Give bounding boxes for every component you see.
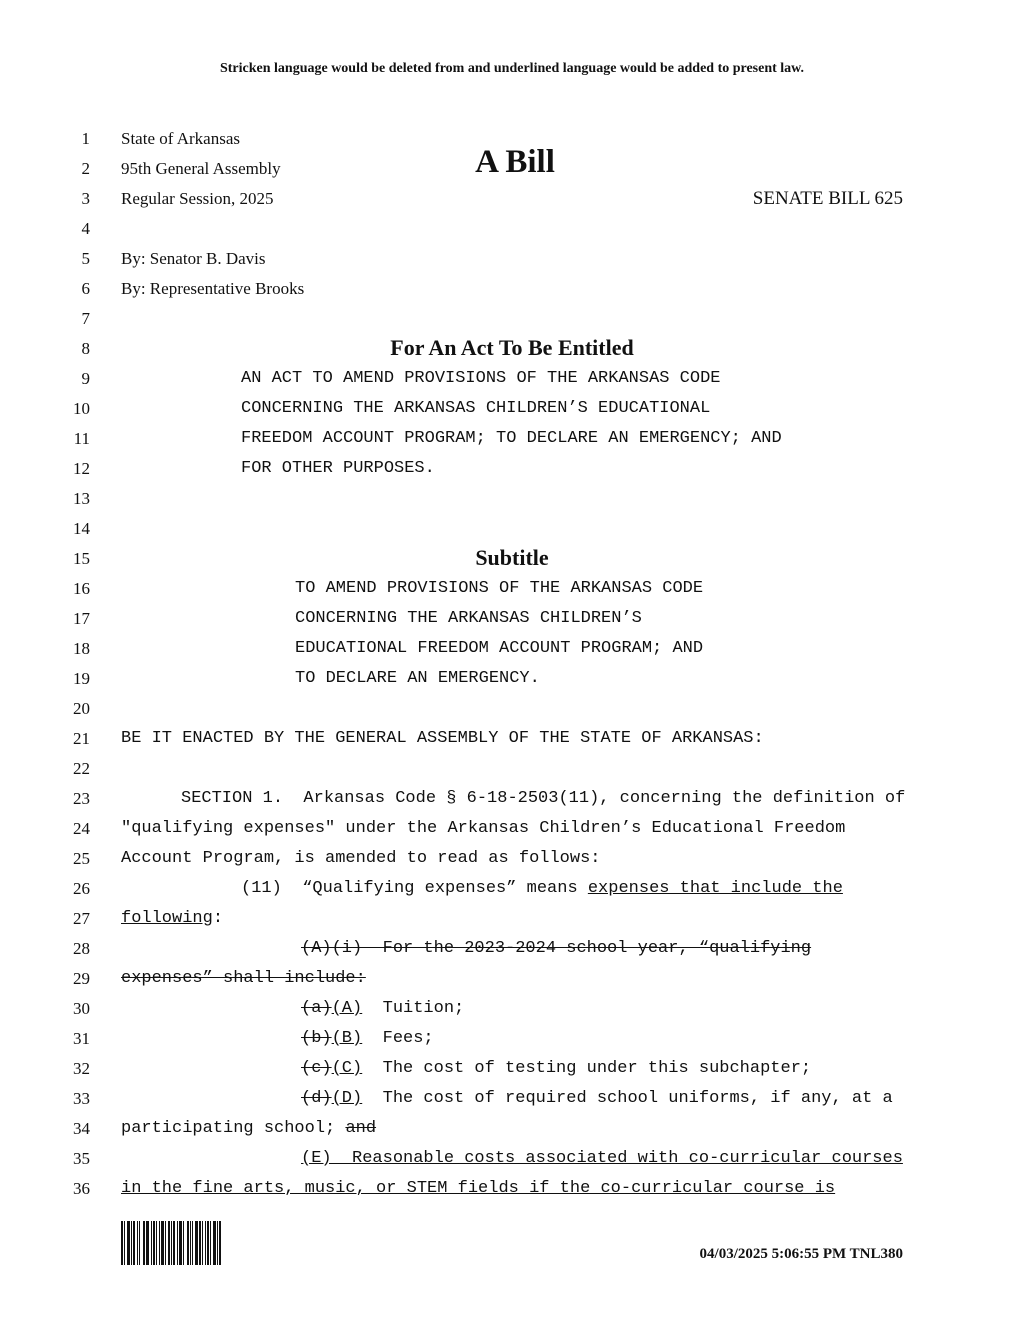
list-item-uniforms: [301, 1089, 893, 1109]
line-number: 22: [73, 759, 90, 778]
line-number: 25: [73, 849, 90, 868]
line-number: 4: [81, 219, 90, 238]
line-number: 31: [73, 1029, 90, 1048]
line-number: 3: [81, 189, 90, 208]
session-name: Regular Session, 2025: [121, 189, 274, 208]
plain-text: participating school;: [121, 1119, 346, 1138]
line-number: 20: [73, 699, 90, 718]
state-name: State of Arkansas: [121, 129, 240, 148]
barcode-image: [121, 1221, 249, 1265]
item-text: Fees;: [362, 1029, 434, 1048]
line-number: 33: [73, 1089, 90, 1108]
act-title-line: FREEDOM ACCOUNT PROGRAM; TO DECLARE AN EMERGENCY; AND: [241, 429, 782, 448]
body-line: [121, 1119, 376, 1139]
print-timestamp: 04/03/2025 5:06:55 PM TNL380: [699, 1246, 903, 1262]
list-item-fees: [301, 1029, 434, 1049]
act-title-line: AN ACT TO AMEND PROVISIONS OF THE ARKANSAS CODE: [241, 369, 721, 388]
act-title-heading: For An Act To Be Entitled: [390, 335, 634, 360]
enacting-clause: BE IT ENACTED BY THE GENERAL ASSEMBLY OF THE STATE OF ARKANSAS:: [121, 729, 764, 748]
plain-text: :: [212, 909, 224, 928]
stricken-text: and: [345, 1119, 377, 1138]
added-marker: (A): [331, 999, 363, 1018]
line-number: 18: [73, 639, 90, 658]
added-text: following: [121, 909, 213, 928]
added-marker: (C): [331, 1059, 363, 1078]
item-text: The cost of testing under this subchapter;: [362, 1059, 812, 1078]
line-number: 6: [81, 279, 90, 298]
line-number: 8: [81, 339, 90, 358]
definition-line: [241, 879, 843, 899]
section-1-text: SECTION 1. Arkansas Code § 6-18-2503(11), concerning the definition of: [181, 789, 906, 808]
line-number: 26: [73, 879, 90, 898]
bill-number: SENATE BILL 625: [752, 188, 903, 209]
line-number: 32: [73, 1059, 90, 1078]
stricken-marker: (c): [301, 1059, 332, 1078]
stricken-text: expenses” shall include:: [121, 969, 366, 988]
act-title-line: FOR OTHER PURPOSES.: [241, 459, 435, 478]
line-number: 21: [73, 729, 90, 748]
document-type-title: A Bill: [475, 144, 555, 180]
line-number: 24: [73, 819, 90, 838]
line-number: 30: [73, 999, 90, 1018]
assembly-name: 95th General Assembly: [121, 159, 281, 178]
added-text: in the fine arts, music, or STEM fields if the co-curricular course is: [121, 1179, 836, 1198]
line-number: 28: [73, 939, 90, 958]
line-number: 2: [81, 159, 90, 178]
body-line: Account Program, is amended to read as follows:: [121, 849, 601, 868]
line-number: 10: [73, 399, 90, 418]
added-text: expenses that include the: [587, 879, 843, 898]
line-number: 16: [73, 579, 90, 598]
act-title-line: CONCERNING THE ARKANSAS CHILDREN’S EDUCATIONAL: [241, 399, 711, 418]
line-number: 34: [73, 1119, 90, 1138]
stricken-marker: (a): [301, 999, 332, 1018]
line-number: 1: [81, 129, 90, 148]
sponsor-senate: By: Senator B. Davis: [121, 249, 266, 268]
plain-text: (11) “Qualifying expenses” means: [241, 879, 588, 898]
list-item-tuition: [301, 999, 464, 1019]
subtitle-line: TO AMEND PROVISIONS OF THE ARKANSAS CODE: [295, 579, 704, 598]
line-number: 14: [73, 519, 90, 538]
stricken-marker: (b): [301, 1029, 332, 1048]
definition-line: [121, 909, 223, 929]
added-marker: (B): [331, 1029, 363, 1048]
line-number: 17: [73, 609, 90, 628]
added-text: (E) Reasonable costs associated with co-curricular courses: [301, 1149, 903, 1168]
body-line: "qualifying expenses" under the Arkansas Children’s Educational Freedom: [121, 819, 846, 838]
line-number: 9: [81, 369, 90, 388]
line-number: 35: [73, 1149, 90, 1168]
sponsor-house: By: Representative Brooks: [121, 279, 305, 298]
line-number: 13: [73, 489, 90, 508]
strike-underline-notice: Stricken language would be deleted from and underlined language would be added to present law.: [219, 61, 805, 76]
line-number: 5: [81, 249, 90, 268]
line-number: 15: [73, 549, 90, 568]
line-number: 29: [73, 969, 90, 988]
line-number: 23: [73, 789, 90, 808]
list-item-testing: [301, 1059, 811, 1079]
stricken-marker: (d): [301, 1089, 332, 1108]
line-number: 11: [73, 429, 90, 448]
item-text: Tuition;: [362, 999, 465, 1018]
line-number: 12: [73, 459, 90, 478]
line-number: 19: [73, 669, 90, 688]
line-number: 36: [73, 1179, 90, 1198]
line-number: 27: [73, 909, 90, 928]
item-text: The cost of required school uniforms, if any, at a: [362, 1089, 893, 1108]
subtitle-line: CONCERNING THE ARKANSAS CHILDREN’S: [295, 609, 642, 628]
stricken-text: (A)(i) For the 2023-2024 school year, “qualifying: [301, 939, 812, 958]
subtitle-line: EDUCATIONAL FREEDOM ACCOUNT PROGRAM; AND: [295, 639, 704, 658]
subtitle-line: TO DECLARE AN EMERGENCY.: [295, 669, 540, 688]
subtitle-heading: Subtitle: [475, 545, 549, 570]
added-marker: (D): [331, 1089, 363, 1108]
line-number: 7: [81, 309, 90, 328]
